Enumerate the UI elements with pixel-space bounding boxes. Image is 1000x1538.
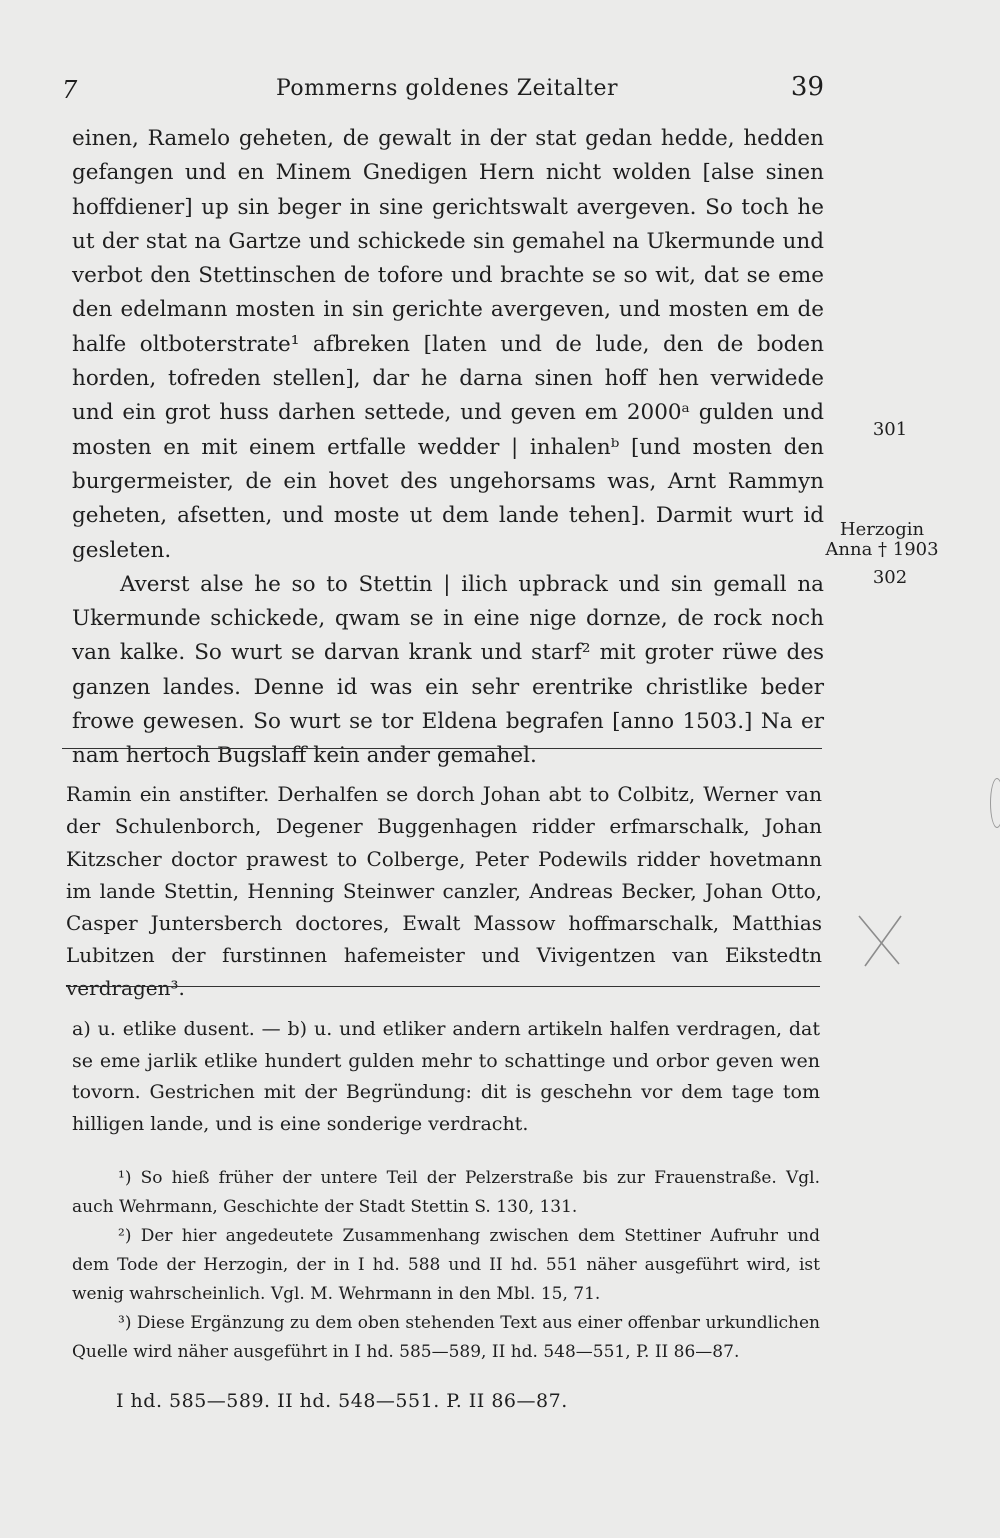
- critical-apparatus: a) u. etlike dusent. — b) u. und etliker andern artikeln halfen verdragen, dat se eme jarlik etlike hundert gulden mehr to schattinge und orbor geven wen tovorn. Gestrichen mit der Begründung: dit is geschehn vor dem tage tom hilligen lande, und is eine sonderige verdracht.: [72, 1018, 820, 1135]
- signature-mark: 7: [62, 76, 78, 104]
- separator-rule-2: [66, 986, 820, 987]
- main-paragraph-2: Averst alse he so to Stettin | ilich upbrack und sin gemall na Ukermunde schickede, qwam se in eine nige dornze, de rock noch van kalke. So wurt se darvan krank und starf² mit groter rüwe des ganzen landes. Denne id was ein sehr erentrike christlike beder frowe gewesen. So wurt se tor Eldena begrafen [anno 1503.] Na er nam hertoch Bugslaff kein ander gemahel.: [72, 571, 824, 769]
- margin-note-line-2: Anna † 1903: [825, 539, 939, 560]
- margin-note-herzogin: [822, 520, 942, 560]
- main-text: [72, 122, 824, 774]
- pencil-cross-mark: [855, 910, 905, 970]
- footnotes: [72, 1164, 820, 1367]
- page-stain: [990, 778, 1000, 828]
- footnote-3: ³) Diese Ergänzung zu dem oben stehenden Text aus einer offenbar urkundlichen Quelle wird näher ausgeführt in I hd. 585—589, II hd. 548—551, P. II 86—87.: [72, 1313, 820, 1362]
- footnote-2: ²) Der hier angedeutete Zusammenhang zwischen dem Stettiner Aufruhr und dem Tode der Herzogin, der in I hd. 588 und II hd. 551 näher ausgeführt wird, ist wenig wahrscheinlich. Vgl. M. Wehrmann in den Mbl. 15, 71.: [72, 1226, 820, 1304]
- variant-text: Ramin ein anstifter. Derhalfen se dorch Johan abt to Colbitz, Werner van der Schulenborch, Degener Buggenhagen ridder erfmarschalk, Johan Kitzscher doctor prawest to Colberge, Peter Podewils ridder hovetmann im lande Stettin, Henning Steinwer canzler, Andreas Becker, Johan Otto, Casper Juntersberch doctores, Ewalt Massow hoffmarschalk, Matthias Lubitzen der furstinnen hafemeister und Vivigentzen van Eikstedtn verdragen³.: [66, 782, 822, 1000]
- running-header: [62, 72, 832, 112]
- reference-line: I hd. 585—589. II hd. 548—551. P. II 86—87.: [116, 1390, 568, 1412]
- running-title: Pommerns goldenes Zeitalter: [275, 76, 619, 101]
- footnote-1: ¹) So hieß früher der untere Teil der Pelzerstraße bis zur Frauenstraße. Vgl. auch Wehrmann, Geschichte der Stadt Stettin S. 130, 131.: [72, 1168, 820, 1217]
- margin-note-line-1: Herzogin: [839, 519, 925, 540]
- separator-rule: [62, 748, 822, 749]
- margin-ref-302: 302: [872, 567, 908, 588]
- page-number: 39: [790, 72, 824, 102]
- margin-ref-301: 301: [872, 419, 908, 440]
- main-paragraph-1: einen, Ramelo geheten, de gewalt in der stat gedan hedde, hedden gefangen und en Minem Gnedigen Hern nicht wolden [alse sinen hoffdiener] up sin beger in sine gerichtswalt avergeven. So toch he ut der stat na Gartze und schickede sin gemahel na Ukermunde und verbot den Stettinschen de tofore und brachte se so wit, dat se eme den edelmann mosten in sin gerichte avergeven, und mosten em de halfe oltboterstrate¹ afbreken [laten und de lude, den de boden horden, tofreden stellen], dar he darna sinen hoff hen verwidede und ein grot huss darhen settede, und geven em 2000ᵃ gulden und mosten en mit einem ertfalle wedder | inhalenᵇ [und mosten den burgermeister, de ein hovet des ungehorsams was, Arnt Rammyn geheten, afsetten, und moste ut dem lande tehen]. Darmit wurt id gesleten.: [72, 126, 824, 563]
